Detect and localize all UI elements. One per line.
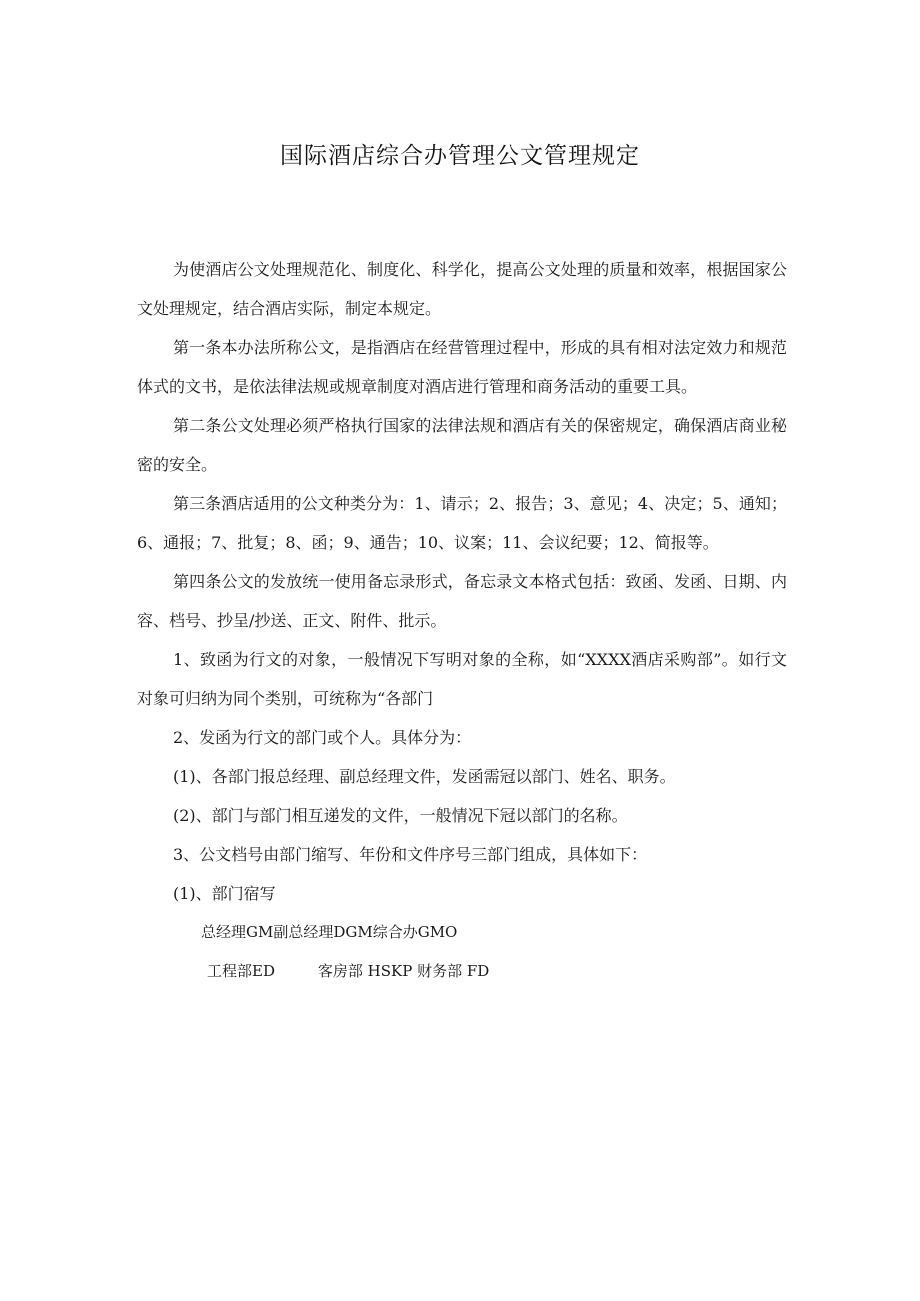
paragraph-item-2-sub-1: (1)、各部门报总经理、副总经理文件，发函需冠以部门、姓名、职务。 <box>173 767 676 786</box>
abbreviation-line-1: 总经理GM副总经理DGM综合办GMO <box>201 923 458 941</box>
abbreviation-line-2: 工程部ED 客房部 HSKP 财务部 FD <box>207 962 490 980</box>
paragraph-item-2: 2、发函为行文的部门或个人。具体分为： <box>173 728 472 747</box>
paragraph-article-4: 第四条公文的发放统一使用备忘录形式，备忘录文本格式包括：致函、发函、日期、内容、档号、抄呈/抄送、正文、附件、批示。 <box>137 572 787 630</box>
paragraph-intro: 为使酒店公文处理规范化、制度化、科学化，提高公文处理的质量和效率，根据国家公文处理规定，结合酒店实际，制定本规定。 <box>137 260 787 318</box>
document-body <box>137 250 787 991</box>
paragraph-item-3: 3、公文档号由部门缩写、年份和文件序号三部门组成，具体如下： <box>173 845 648 864</box>
paragraph-article-2: 第二条公文处理必须严格执行国家的法律法规和酒店有关的保密规定，确保酒店商业秘密的安全。 <box>137 416 787 474</box>
paragraph-article-3: 第三条酒店适用的公文种类分为：1、请示；2、报告；3、意见；4、决定；5、通知；6、通报；7、批复；8、函；9、通告；10、议案；11、会议纪要；12、简报等。 <box>137 494 787 552</box>
paragraph-item-2-sub-2: (2)、部门与部门相互递发的文件，一般情况下冠以部门的名称。 <box>173 806 628 825</box>
paragraph-item-1: 1、致函为行文的对象，一般情况下写明对象的全称，如“XXXX酒店采购部”。如行文对象可归纳为同个类别，可统称为“各部门 <box>137 650 787 708</box>
paragraph-article-1: 第一条本办法所称公文，是指酒店在经营管理过程中，形成的具有相对法定效力和规范体式的文书，是依法律法规或规章制度对酒店进行管理和商务活动的重要工具。 <box>137 338 787 396</box>
paragraph-item-3-sub-1: (1)、部门宿写 <box>173 884 276 903</box>
document-title: 国际酒店综合办管理公文管理规定 <box>280 143 640 169</box>
